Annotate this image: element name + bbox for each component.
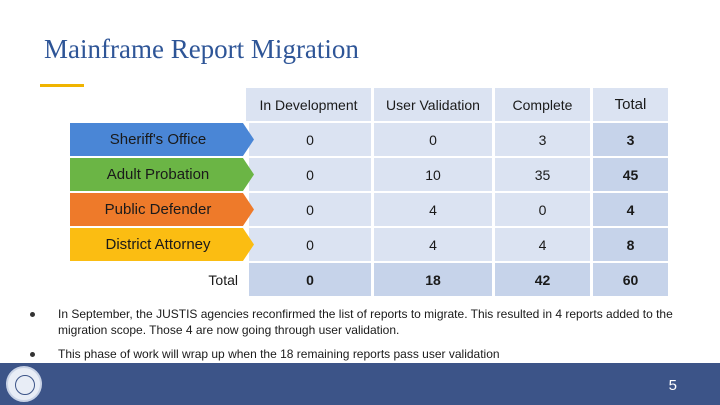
table-cell-grand-total: 60 (590, 263, 668, 296)
table-cell: 10 (371, 158, 492, 191)
table-cell-total: 0 (246, 263, 371, 296)
table-cell: 0 (371, 123, 492, 156)
county-seal-icon (6, 366, 42, 402)
total-row-label: Total (208, 271, 238, 288)
table-row (70, 228, 668, 261)
table-cell-total: 8 (590, 228, 668, 261)
bullet-text: In September, the JUSTIS agencies reconfirmed the list of reports to migrate. This resulted in 4 reports added to the migration scope. Those 4 are now going through user validation. (58, 307, 673, 337)
header-complete: Complete (492, 88, 590, 121)
table-cell-total: 4 (590, 193, 668, 226)
table-cell: 4 (492, 228, 590, 261)
table-cell: 0 (246, 228, 371, 261)
table-corner (70, 88, 246, 121)
table-cell: 0 (492, 193, 590, 226)
footer-bar (0, 363, 720, 405)
table-header-row (70, 88, 668, 121)
bullet-item (30, 306, 690, 338)
row-label-district-attorney: District Attorney (70, 228, 246, 261)
header-in-development: In Development (246, 88, 371, 121)
table-row (70, 123, 668, 156)
header-total: Total (590, 88, 668, 121)
table-cell: 0 (246, 158, 371, 191)
table-row (70, 193, 668, 226)
bullet-dot-icon (30, 352, 35, 357)
table-cell-total: 45 (590, 158, 668, 191)
table-total-row (70, 263, 668, 296)
bullet-text: This phase of work will wrap up when the 18 remaining reports pass user validation (58, 347, 500, 361)
table-cell: 0 (246, 193, 371, 226)
slide-title: Mainframe Report Migration (44, 34, 359, 64)
table-cell: 35 (492, 158, 590, 191)
page-number: 5 (668, 377, 677, 394)
migration-table (70, 86, 668, 298)
table-cell: 3 (492, 123, 590, 156)
table-cell: 0 (246, 123, 371, 156)
table-cell-total: 18 (371, 263, 492, 296)
table-row (70, 158, 668, 191)
table-cell-total: 42 (492, 263, 590, 296)
row-label-adult-probation: Adult Probation (70, 158, 246, 191)
table-cell-total: 3 (590, 123, 668, 156)
header-user-validation: User Validation (371, 88, 492, 121)
bullet-list (30, 306, 690, 370)
row-label-sheriffs-office: Sheriff's Office (70, 123, 246, 156)
table-cell: 4 (371, 228, 492, 261)
bullet-item (30, 346, 690, 362)
bullet-dot-icon (30, 312, 35, 317)
row-label-public-defender: Public Defender (70, 193, 246, 226)
table-cell: 4 (371, 193, 492, 226)
